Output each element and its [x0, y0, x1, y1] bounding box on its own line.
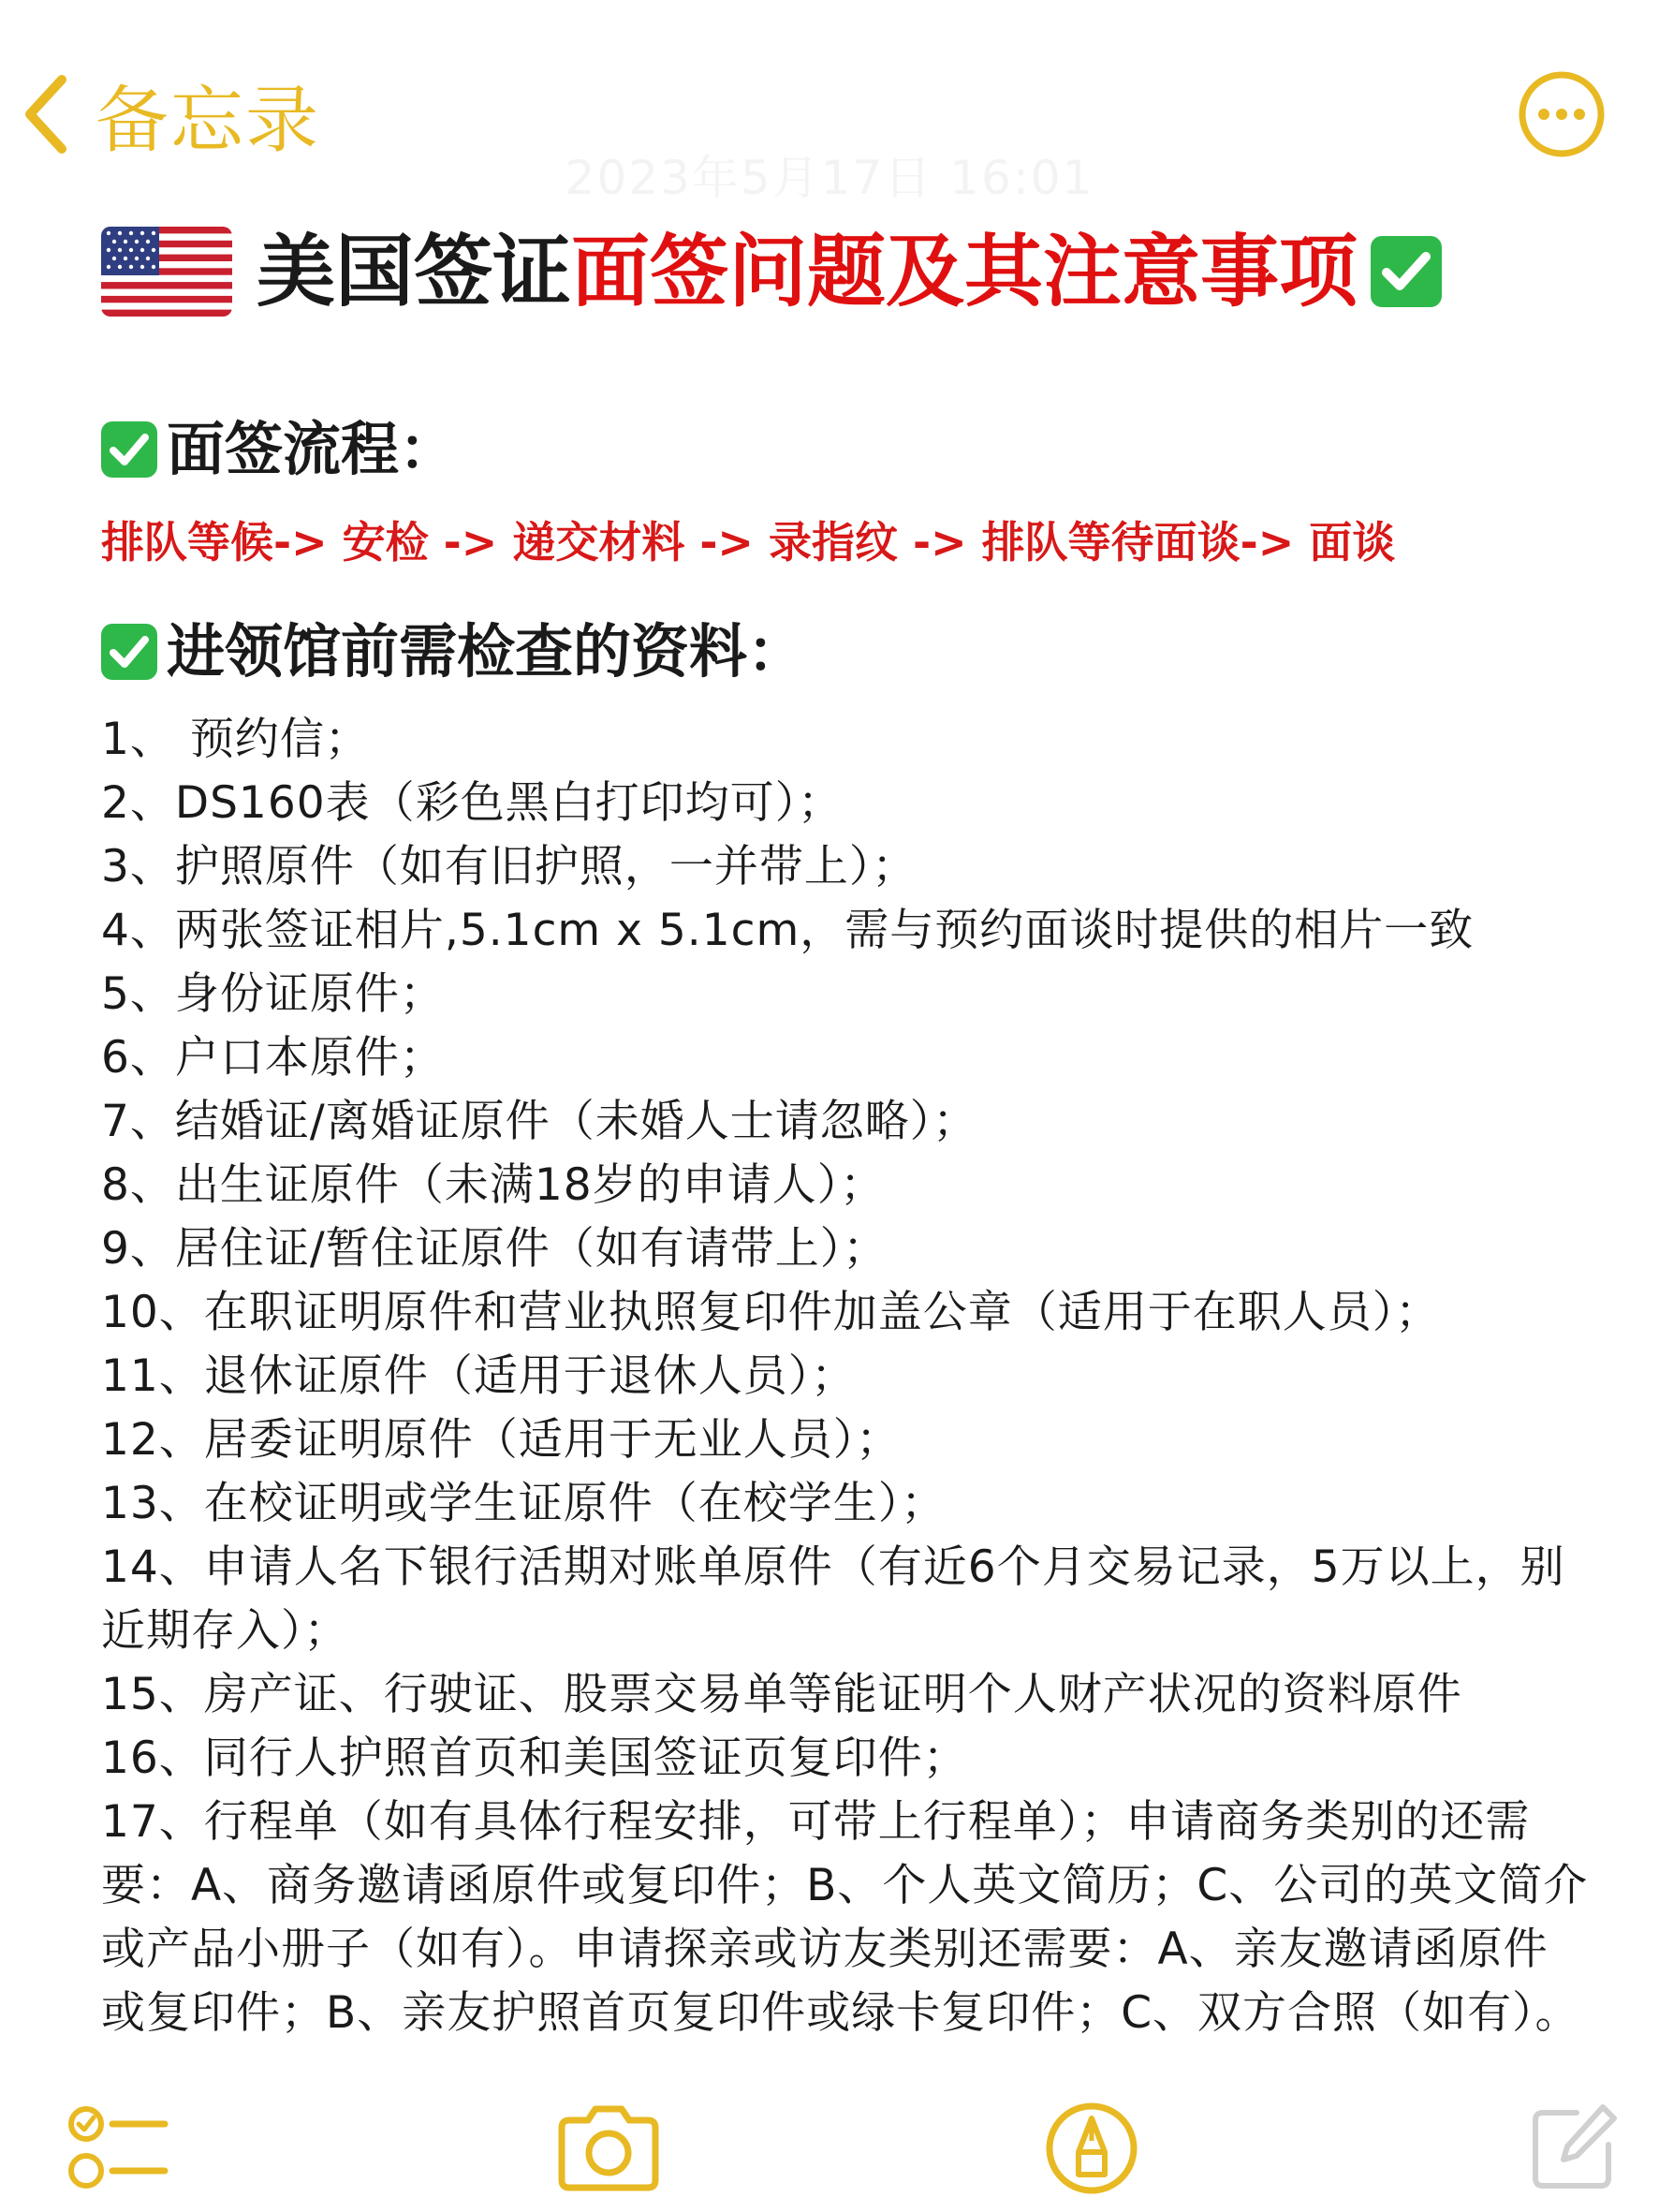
- list-item: 9、居住证/暂住证原件（如有请带上）；: [101, 1223, 888, 1275]
- compose-button[interactable]: [1524, 2100, 1622, 2197]
- list-item: 16、同行人护照首页和美国签证页复印件；: [101, 1733, 968, 1784]
- camera-button[interactable]: [552, 2100, 665, 2197]
- list-item: 8、出生证原件（未满18岁的申请人）；: [101, 1159, 886, 1211]
- interview-flow-steps: 排队等候-> 安检 -> 递交材料 -> 录指纹 -> 排队等待面谈-> 面谈: [101, 517, 1396, 568]
- ellipsis-circle-icon: [1517, 69, 1607, 159]
- navigation-bar: [0, 0, 1659, 205]
- us-flag-icon: [101, 227, 232, 317]
- note-title: [101, 215, 1590, 328]
- markup-button[interactable]: [1043, 2100, 1140, 2197]
- document-checklist: [101, 708, 1590, 2045]
- list-item: 3、护照原件（如有旧护照，一并带上）；: [101, 841, 918, 892]
- list-item: 10、在职证明原件和营业执照复印件加盖公章（适用于在职人员）；: [101, 1287, 1441, 1338]
- markup-pen-icon: [1043, 2100, 1140, 2197]
- list-item: 4、两张签证相片,5.1cm x 5.1cm，需与预约面谈时提供的相片一致: [101, 905, 1475, 956]
- bottom-toolbar: [0, 2088, 1659, 2212]
- list-item: 11、退休证原件（适用于退休人员）；: [101, 1350, 857, 1402]
- note-timestamp: 2023年5月17日 16:01: [565, 151, 1094, 205]
- list-item: 15、房产证、行驶证、股票交易单等能证明个人财产状况的资料原件: [101, 1669, 1462, 1720]
- check-mark-icon: [1371, 236, 1442, 307]
- title-part-red: 面签问题及其: [571, 226, 1044, 317]
- check-mark-icon: [101, 624, 157, 680]
- list-item: 2、DS160表（彩色黑白打印均可）；: [101, 777, 844, 829]
- camera-icon: [552, 2100, 665, 2197]
- section-heading-flow: [101, 403, 1590, 496]
- checklist-icon: [67, 2103, 170, 2193]
- compose-icon: [1524, 2100, 1622, 2197]
- list-item: 12、居委证明原件（适用于无业人员）；: [101, 1414, 902, 1466]
- title-part-red-2: 注意事项: [1043, 226, 1358, 317]
- back-label: 备忘录: [95, 79, 321, 163]
- title-part-black: 美国签证: [257, 226, 572, 317]
- list-item: 13、在校证明或学生证原件（在校学生）；: [101, 1478, 947, 1529]
- note-body[interactable]: [101, 215, 1590, 2045]
- section-heading-documents: [101, 605, 1590, 699]
- list-item: 6、户口本原件；: [101, 1032, 445, 1084]
- list-item: 14、申请人名下银行活期对账单原件（有近6个月交易记录，5万以上，别近期存入）；: [101, 1541, 1565, 1657]
- checklist-button[interactable]: [67, 2103, 170, 2193]
- list-item: 5、身份证原件；: [101, 968, 445, 1020]
- more-options-button[interactable]: [1517, 69, 1607, 159]
- list-item: 17、行程单（如有具体行程安排，可带上行程单）；申请商务类别的还需要：A、商务邀请函原件或复印件；B、个人英文简历；C、公司的英文简介或产品小册子（如有）。申请探亲或访友类别还需要：A、亲友邀请函原件或复印件；B、亲友护照首页复印件或绿卡复印件；C、双方合照（如有）。: [101, 1796, 1589, 2039]
- list-item: 7、结婚证/离婚证原件（未婚人士请忽略）；: [101, 1096, 978, 1147]
- section-heading-text: 进领馆前需检查的资料：: [167, 617, 806, 686]
- check-mark-icon: [101, 421, 157, 478]
- section-heading-text: 面签流程：: [167, 415, 458, 483]
- list-item: 1、 预约信；: [101, 714, 370, 765]
